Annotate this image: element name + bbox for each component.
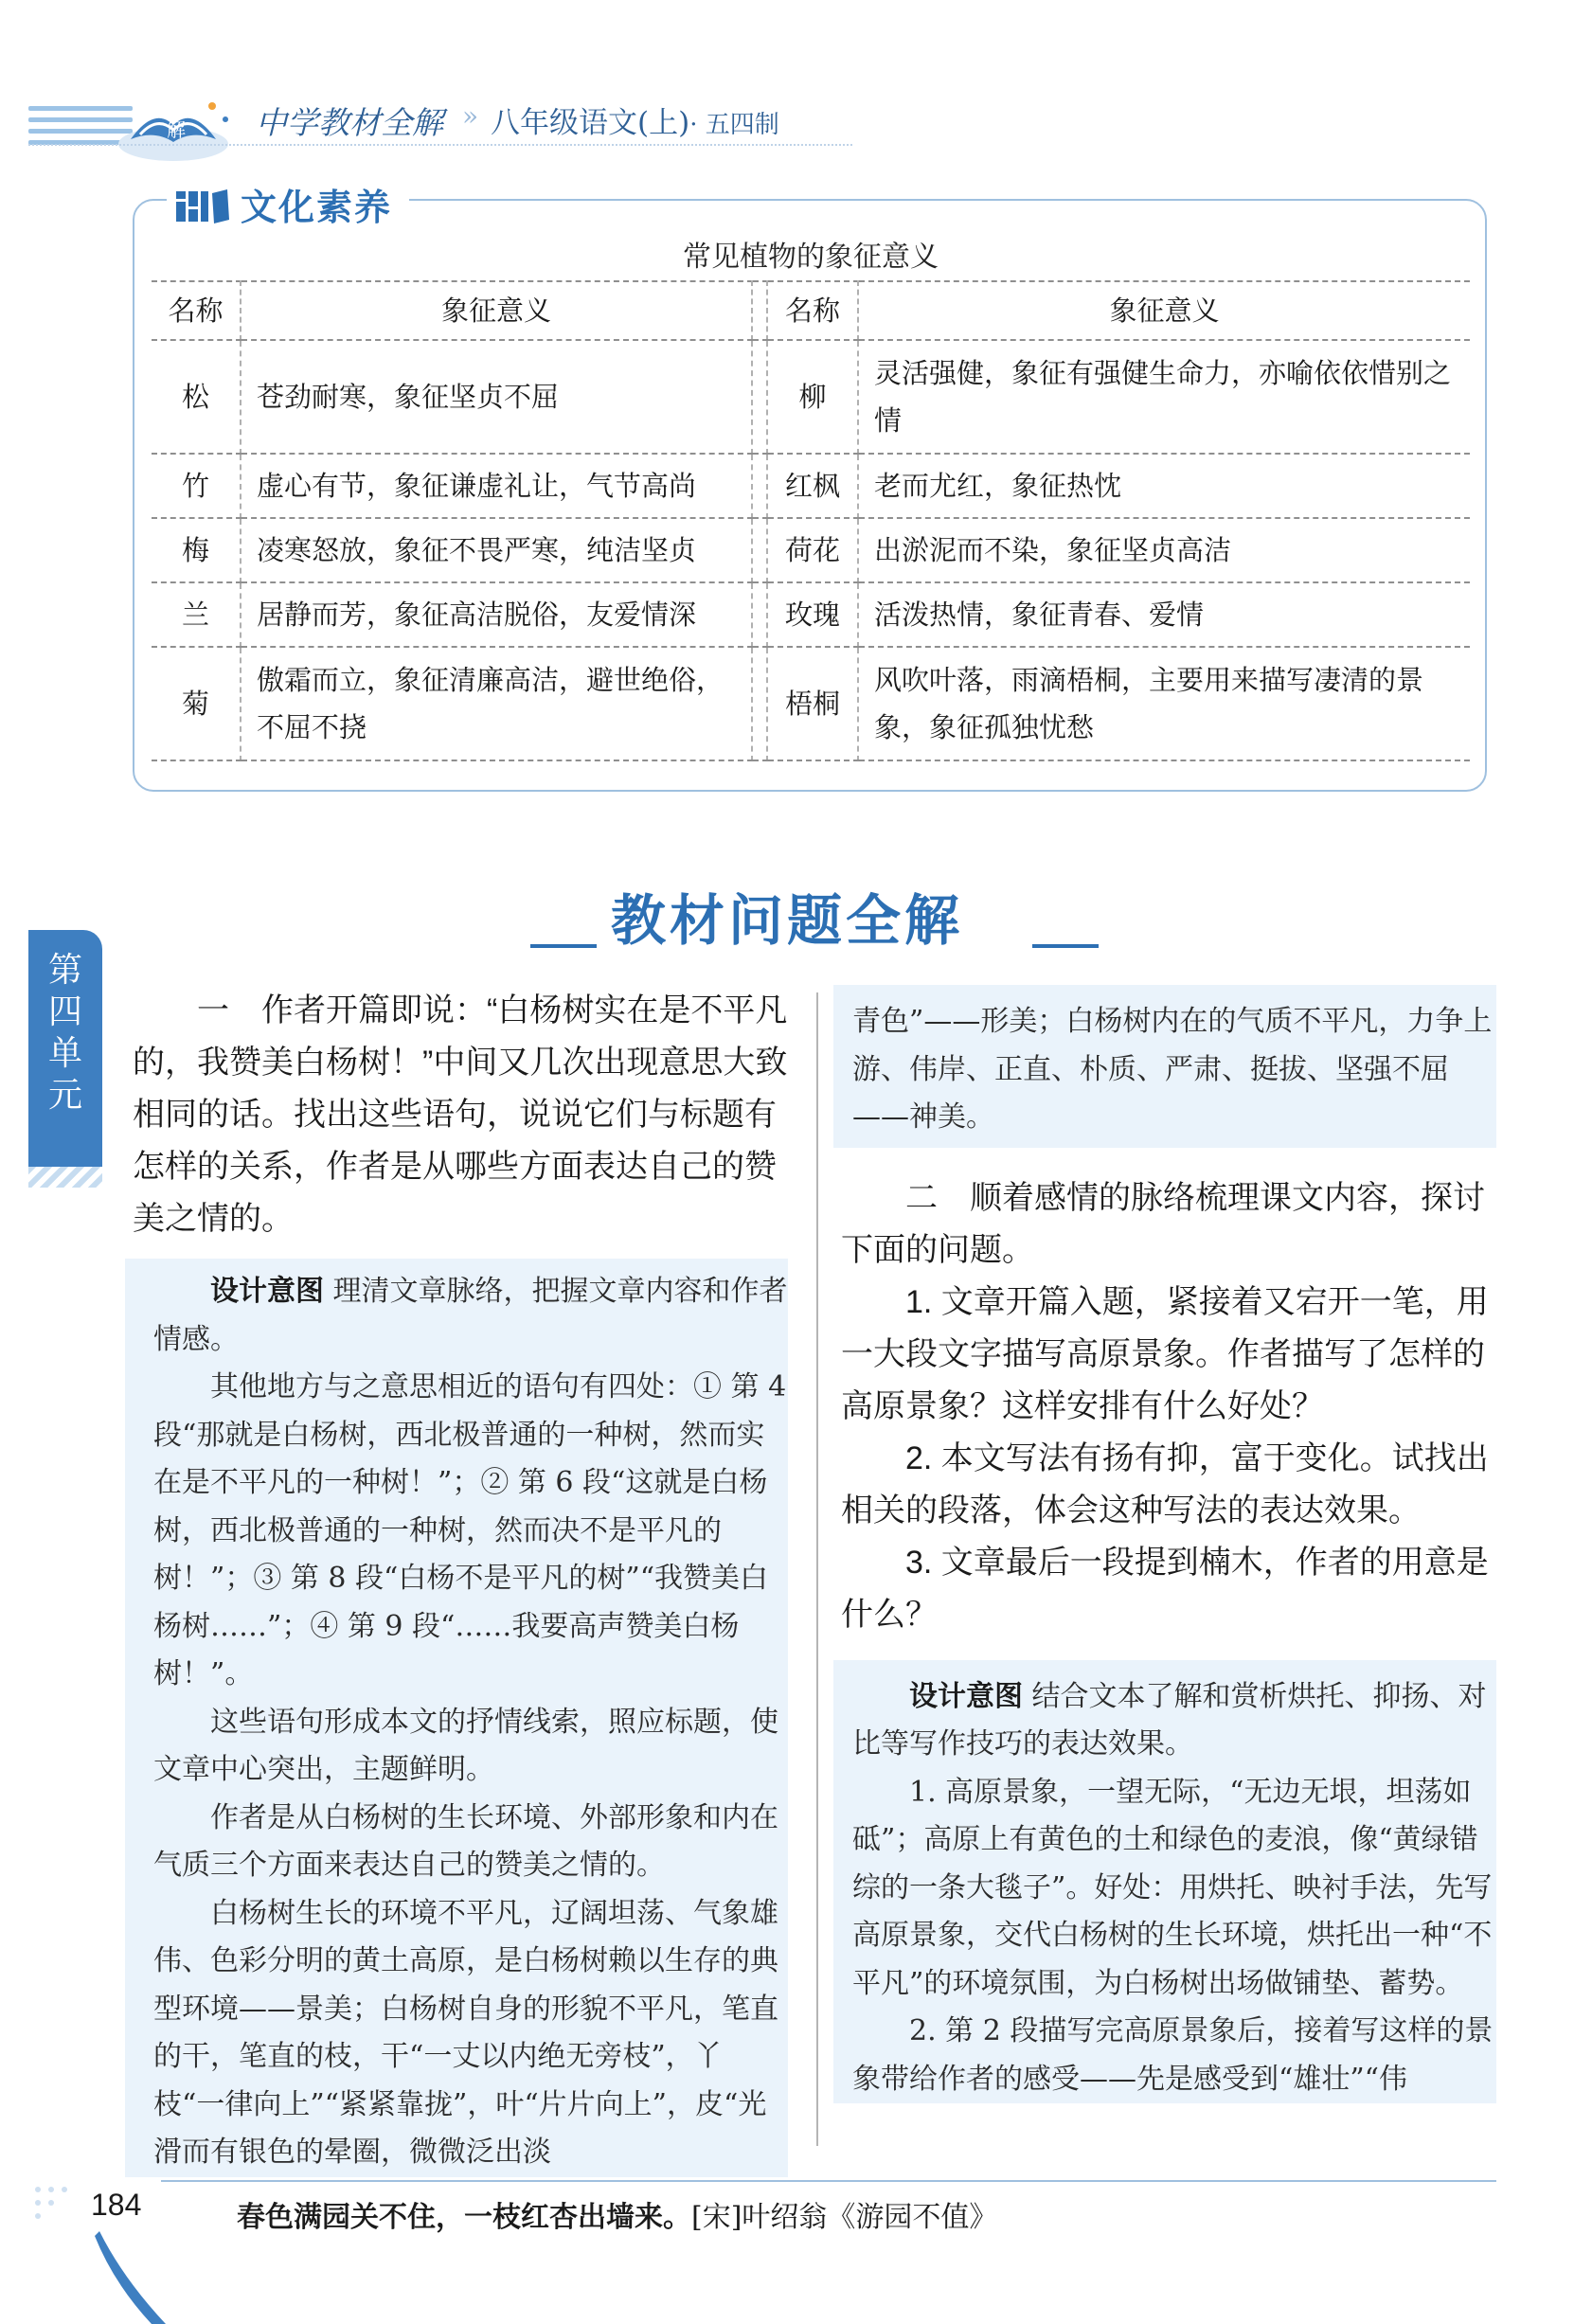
answer-continued: 青色”——形美；白杨树内在的气质不平凡，力争上游、伟岸、正直、朴质、严肃、挺拔、坚强不屈——神美。: [833, 985, 1496, 1148]
side-tab-stripe: [28, 1167, 102, 1188]
book-title: 中学教材全解: [256, 104, 443, 141]
plant-meaning: 风吹叶落，雨滴梧桐，主要用来描写凄清的景象，象征孤独忧愁: [858, 647, 1470, 760]
question-2: 二 顺着感情的脉络梳理课文内容，探讨下面的问题。: [841, 1179, 1485, 1268]
plant-meaning: 傲霜而立，象征清廉高洁，避世绝俗，不屈不挠: [241, 647, 752, 760]
table-title: 常见植物的象征意义: [683, 241, 939, 273]
footer-quote: 春色满园关不住，一枝红杏出墙来。[宋]叶绍翁《游园不值》: [237, 2201, 998, 2234]
table-row: [152, 647, 1470, 760]
plant-meaning: 出淤泥而不染，象征坚贞高洁: [858, 518, 1470, 582]
answer-paragraph: 作者是从白杨树的生长环境、外部形象和内在气质三个方面来表达自己的赞美之情的。: [153, 1800, 778, 1882]
answer-paragraph: 1. 高原景象，一望无际，“无边无垠，坦荡如砥”；高原上有黄色的土和绿色的麦浪，像“黄绿错综的一条大毯子”。好处：用烘托、映衬手法，先写高原景象，交代白杨树的生长环境，烘托出一种“不平凡”的环境氛围，为白杨树出场做铺垫、蓄势。: [852, 1775, 1493, 2000]
footer-swoosh-decoration: [95, 2231, 170, 2324]
plant-meaning: 苍劲耐寒，象征坚贞不屈: [241, 340, 752, 454]
answer-block-1: [125, 1259, 788, 2177]
table-row: [152, 582, 1470, 647]
plant-name: 竹: [152, 454, 241, 518]
symbol-table: [152, 280, 1470, 761]
section-title: 教材问题全解: [610, 890, 963, 952]
page-number: 184: [91, 2188, 142, 2222]
book-logo-icon: [112, 87, 235, 172]
table-row: [152, 518, 1470, 582]
title-bar-right: [1032, 944, 1099, 948]
unit-label: 第 四 单 元: [47, 950, 82, 1114]
books-icon: [174, 184, 233, 225]
plant-name: 兰: [152, 582, 241, 647]
left-column: [133, 985, 788, 2177]
col-meaning-2: 象征意义: [858, 281, 1470, 340]
grade-subject: 八年级语文(上)· 五四制: [491, 106, 779, 140]
question-2-2: 2. 本文写法有扬有抑，富于变化。试找出相关的段落，体会这种写法的表达效果。: [841, 1439, 1489, 1528]
culture-heading: [167, 178, 409, 230]
culture-label: 文化素养: [241, 188, 393, 228]
plant-name: 梧桐: [767, 647, 858, 760]
plant-name: 玫瑰: [767, 582, 858, 647]
answer-block-2: [833, 1660, 1496, 2104]
plant-meaning: 居静而芳，象征高洁脱俗，友爱情深: [241, 582, 752, 647]
svg-text:解: 解: [167, 118, 186, 141]
plant-meaning: 凌寒怒放，象征不畏严寒，纯洁坚贞: [241, 518, 752, 582]
answer-paragraph: 2. 第 2 段描写完高原景象后，接着写这样的景象带给作者的感受——先是感受到“雄壮”“伟: [852, 2014, 1494, 2096]
question-2-3: 3. 文章最后一段提到楠木，作者的用意是什么？: [841, 1544, 1489, 1633]
plant-name: 红枫: [767, 454, 858, 518]
footer-divider: [161, 2180, 1496, 2182]
plant-name: 柳: [767, 340, 858, 454]
design-intent: 设计意图 结合文本了解和赏析烘托、抑扬、对比等写作技巧的表达效果。: [852, 1679, 1487, 1761]
header-divider: [28, 144, 852, 146]
plant-meaning: 虚心有节，象征谦虚礼让，气节高尚: [241, 454, 752, 518]
table-row: [152, 340, 1470, 454]
chevron-icon: »: [462, 100, 479, 132]
plant-name: 菊: [152, 647, 241, 760]
right-column: [841, 985, 1496, 2103]
answer-paragraph: 其他地方与之意思相近的语句有四处：① 第 4 段“那就是白杨树，西北极普通的一种树，然而实在是不平凡的一种树！”；② 第 6 段“这就是白杨树，西北极普通的一种树，然而决不是平凡的树！”；③ 第 8 段“白杨不是平凡的树”“我赞美白杨树……”；④ 第 9 段“……我要高声赞美白杨树！”。: [153, 1370, 787, 1690]
col-name-2: 名称: [767, 281, 858, 340]
table-row: [152, 454, 1470, 518]
plant-meaning: 活泼热情，象征青春、爱情: [858, 582, 1470, 647]
plant-meaning: 灵活强健，象征有强健生命力，亦喻依依惜别之情: [858, 340, 1470, 454]
column-divider: [816, 992, 818, 2146]
design-intent: 设计意图 理清文章脉络，把握文章内容和作者情感。: [153, 1275, 788, 1356]
title-bar-left: [530, 944, 597, 948]
plant-name: 梅: [152, 518, 241, 582]
plant-meaning: 老而尤红，象征热忱: [858, 454, 1470, 518]
col-meaning-1: 象征意义: [241, 281, 752, 340]
plant-name: 荷花: [767, 518, 858, 582]
unit-side-tab: [28, 930, 102, 1167]
answer-paragraph: 这些语句形成本文的抒情线索，照应标题，使文章中心突出，主题鲜明。: [153, 1705, 778, 1786]
question-2-1: 1. 文章开篇入题，紧接着又宕开一笔，用一大段文字描写高原景象。作者描写了怎样的高原景象？这样安排有什么好处？: [841, 1283, 1489, 1424]
col-name-1: 名称: [152, 281, 241, 340]
question-1: 一 作者开篇即说：“白杨树实在是不平凡的，我赞美白杨树！”中间又几次出现意思大致相同的话。找出这些语句，说说它们与标题有怎样的关系，作者是从哪些方面表达自己的赞美之情的。: [133, 992, 788, 1237]
answer-paragraph: 白杨树生长的环境不平凡，辽阔坦荡、气象雄伟、色彩分明的黄土高原，是白杨树赖以生存的典型环境——景美；白杨树自身的形貌不平凡，笔直的干，笔直的枝，干“一丈以内绝无旁枝”，丫枝“一律向上”“紧紧靠拢”，叶“片片向上”，皮“光滑而有银色的晕圈，微微泛出淡: [153, 1896, 778, 2169]
plant-name: 松: [152, 340, 241, 454]
table-header-row: [152, 281, 1470, 340]
